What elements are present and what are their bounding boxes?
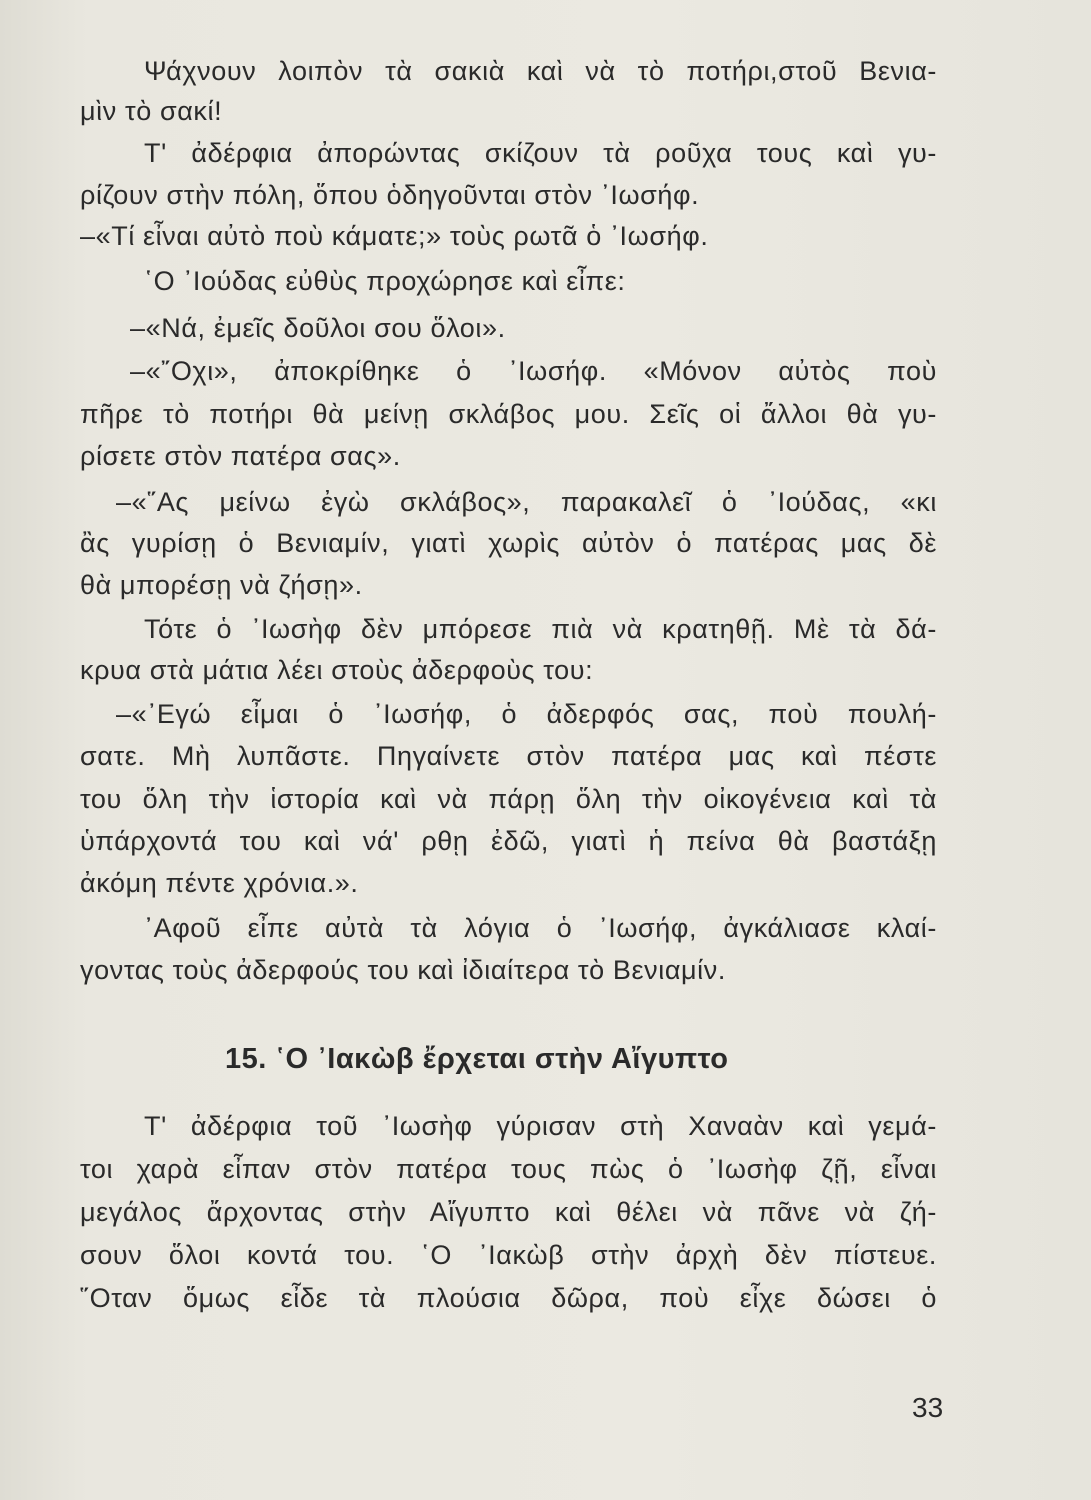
text-line: ἀκόμη πέντε χρόνια.».: [80, 868, 359, 898]
text-line: ἂς γυρίσῃ ὁ Βενιαμίν, γιατὶ χωρὶς αὐτὸν ὁ πατέρας μας δὲ: [80, 528, 937, 558]
text-line: Ψάχνουν λοιπὸν τὰ σακιὰ καὶ νὰ τὸ ποτήρι,στοῦ Βενια-: [144, 56, 937, 86]
section-heading: 15. ῾Ο ᾿Ιακὼβ ἔρχεται στὴν Αἴγυπτο: [225, 1043, 729, 1075]
text-line: ῾Ο ᾿Ιούδας εὐθὺς προχώρησε καὶ εἶπε:: [144, 266, 626, 296]
text-line: του ὅλη τὴν ἱστορία καὶ νὰ πάρῃ ὅλη τὴν οἰκογένεια καὶ τὰ: [80, 784, 937, 814]
page-number: 33: [912, 1392, 944, 1423]
text-line: Τ' ἀδέρφια ἀπορώντας σκίζουν τὰ ροῦχα τους καὶ γυ-: [144, 138, 937, 168]
text-line: ρίζουν στὴν πόλη, ὅπου ὁδηγοῦνται στὸν ᾿Ιωσήφ.: [80, 180, 700, 210]
text-line: –«῎Οχι», ἀποκρίθηκε ὁ ᾿Ιωσήφ. «Μόνον αὐτὸς ποὺ: [130, 356, 937, 386]
text-line: μὶν τὸ σακί!: [80, 96, 223, 126]
text-line: ρίσετε στὸν πατέρα σας».: [80, 441, 401, 471]
text-line: σατε. Μὴ λυπᾶστε. Πηγαίνετε στὸν πατέρα μας καὶ πέστε: [80, 741, 937, 771]
text-line: –«῞Ας μείνω ἐγὼ σκλάβος», παρακαλεῖ ὁ ᾿Ιούδας, «κι: [116, 487, 937, 517]
text-line: Τ' ἀδέρφια τοῦ ᾿Ιωσὴφ γύρισαν στὴ Χαναὰν καὶ γεμά-: [144, 1111, 937, 1141]
text-line: γοντας τοὺς ἀδερφούς του καὶ ἰδιαίτερα τὸ Βενιαμίν.: [80, 955, 726, 985]
text-line: –«᾿Εγώ εἶμαι ὁ ᾿Ιωσήφ, ὁ ἀδερφός σας, ποὺ πουλή-: [116, 699, 937, 729]
text-line: μεγάλος ἄρχοντας στὴν Αἴγυπτο καὶ θέλει νὰ πᾶνε νὰ ζή-: [80, 1197, 937, 1227]
text-line: σουν ὅλοι κοντά του. ῾Ο ᾿Ιακὼβ στὴν ἀρχὴ δὲν πίστευε.: [80, 1240, 937, 1270]
text-line: Τότε ὁ ᾿Ιωσὴφ δὲν μπόρεσε πιὰ νὰ κρατηθῇ. Μὲ τὰ δά-: [144, 614, 937, 644]
text-line: ῞Οταν ὅμως εἶδε τὰ πλούσια δῶρα, ποὺ εἶχε δώσει ὁ: [80, 1283, 937, 1313]
text-line: ᾿Αφοῦ εἶπε αὐτὰ τὰ λόγια ὁ ᾿Ιωσήφ, ἀγκάλιασε κλαί-: [144, 913, 937, 943]
text-line: τοι χαρὰ εἶπαν στὸν πατέρα τους πὼς ὁ ᾿Ιωσὴφ ζῇ, εἶναι: [80, 1154, 937, 1184]
text-line: κρυα στὰ μάτια λέει στοὺς ἀδερφοὺς του:: [80, 655, 594, 685]
text-line: ὑπάρχοντά του καὶ νά' ρθῃ ἐδῶ, γιατὶ ἡ πείνα θὰ βαστάξῃ: [80, 826, 937, 856]
text-line: –«Νά, ἐμεῖς δοῦλοι σου ὅλοι».: [130, 313, 506, 343]
text-line: θὰ μπορέσῃ νὰ ζήσῃ».: [80, 570, 363, 600]
text-line: πῆρε τὸ ποτήρι θὰ μείνῃ σκλάβος μου. Σεῖς οἱ ἄλλοι θὰ γυ-: [80, 399, 937, 429]
text-line: –«Τί εἶναι αὐτὸ ποὺ κάματε;» τοὺς ρωτᾶ ὁ ᾿Ιωσήφ.: [80, 221, 709, 251]
